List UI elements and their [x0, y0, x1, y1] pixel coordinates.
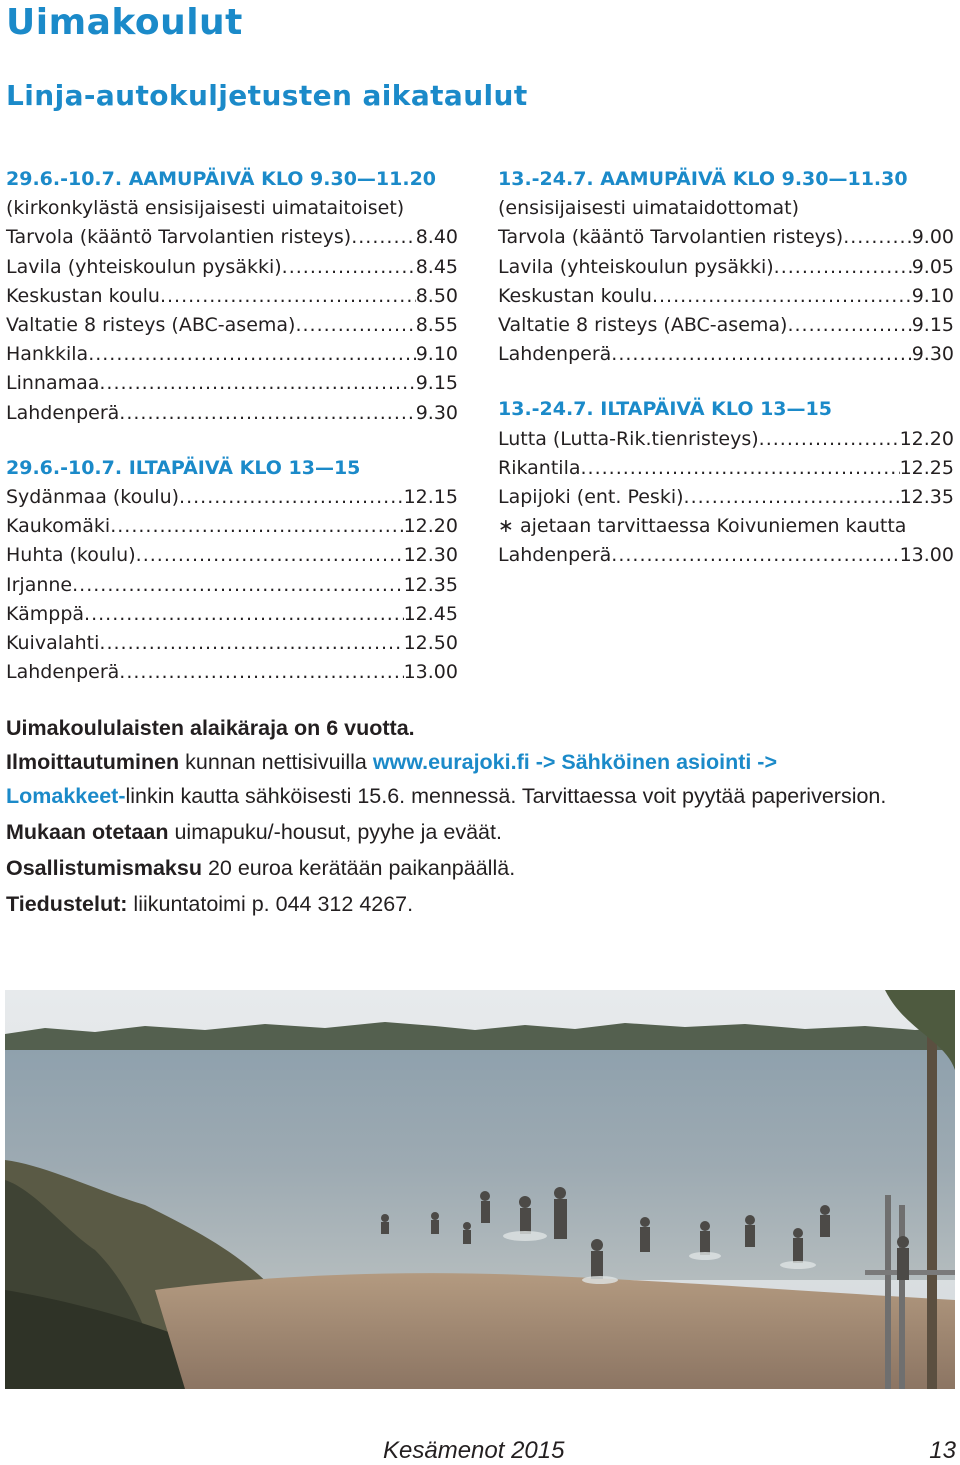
schedule-row: Huhta (koulu) ..... 12.30	[6, 541, 458, 570]
schedule-row: Tarvola (kääntö Tarvolantien risteys) ..... 9.00	[498, 223, 954, 252]
section-heading: 13.-24.7. ILTAPÄIVÄ KLO 13—15	[498, 398, 832, 421]
schedule-row: Lahdenperä ..... 9.30	[6, 399, 458, 428]
schedule-row: Kaukomäki ..... 12.20	[6, 512, 458, 541]
schedule-row: Lutta (Lutta-Rik.tienristeys) ..... 12.20	[498, 425, 954, 454]
schedule-row: Keskustan koulu ..... 8.50	[6, 282, 458, 311]
bring-text: Mukaan otetaan uimapuku/-housut, pyyhe ja eväät.	[6, 820, 502, 844]
forms-link[interactable]: Lomakkeet-	[6, 784, 126, 808]
schedule-row: Kämppä ..... 12.45	[6, 600, 458, 629]
page-footer	[0, 1437, 960, 1464]
schedule-row: Lavila (yhteiskoulun pysäkki) ..... 8.45	[6, 253, 458, 282]
schedule-row: Kuivalahti ..... 12.50	[6, 629, 458, 658]
schedule-row: Valtatie 8 risteys (ABC-asema) ..... 8.55	[6, 311, 458, 340]
section-note: (kirkonkylästä ensisijaisesti uimataitoiset)	[6, 197, 405, 220]
schedule-row: Keskustan koulu ..... 9.10	[498, 282, 954, 311]
schedule-row: Lahdenperä ..... 13.00	[6, 658, 458, 687]
page-number: 13	[929, 1437, 956, 1464]
schedule-row: Valtatie 8 risteys (ABC-asema) ..... 9.15	[498, 311, 954, 340]
section-note: (ensisijaisesti uimataidottomat)	[498, 197, 800, 220]
registration-text: Ilmoittautuminen kunnan nettisivuilla www.eurajoki.fi -> Sähköinen asiointi -> Lomakkeet-linkin kautta sähköisesti 15.6. mennessä. Tarvittaessa voit pyytää paperiversion.	[6, 750, 887, 808]
info-block	[6, 711, 946, 921]
age-limit: Uimakoululaisten alaikäraja on 6 vuotta.	[6, 716, 415, 740]
schedule-row: Lapijoki (ent. Peski) ..... 12.35	[498, 483, 954, 512]
section-heading: 13.-24.7. AAMUPÄIVÄ KLO 9.30—11.30	[498, 168, 908, 190]
schedule-left-column	[6, 165, 458, 687]
schedule-row: Sydänmaa (koulu) ..... 12.15	[6, 483, 458, 512]
schedule-row: Lahdenperä ..... 13.00	[498, 541, 954, 570]
schedule-row: Hankkila ..... 9.10	[6, 340, 458, 369]
page-title: Uimakoulut	[6, 2, 243, 43]
schedule-row: Lavila (yhteiskoulun pysäkki) ..... 9.05	[498, 253, 954, 282]
schedule-row: Rikantila ..... 12.25	[498, 454, 954, 483]
beach-photo	[5, 990, 955, 1389]
eurajoki-link[interactable]: www.eurajoki.fi -> Sähköinen asiointi ->	[372, 750, 778, 774]
contact-text: Tiedustelut: liikuntatoimi p. 044 312 4267.	[6, 892, 414, 916]
section-heading: 29.6.-10.7. AAMUPÄIVÄ KLO 9.30—11.20	[6, 168, 437, 190]
footnote: ∗ ajetaan tarvittaessa Koivuniemen kautta	[498, 515, 907, 538]
schedule-right-column	[498, 165, 954, 571]
schedule-row: Lahdenperä ..... 9.30	[498, 340, 954, 369]
schedule-row: Tarvola (kääntö Tarvolantien risteys) ..... 8.40	[6, 223, 458, 252]
schedule-row: Irjanne ..... 12.35	[6, 571, 458, 600]
section-heading: 29.6.-10.7. ILTAPÄIVÄ KLO 13—15	[6, 456, 361, 479]
page-subtitle: Linja-autokuljetusten aikataulut	[6, 79, 528, 112]
fee-text: Osallistumismaksu 20 euroa kerätään paikanpäällä.	[6, 856, 516, 880]
schedule-row: Linnamaa ..... 9.15	[6, 369, 458, 398]
publication-name: Kesämenot 2015	[383, 1437, 565, 1464]
